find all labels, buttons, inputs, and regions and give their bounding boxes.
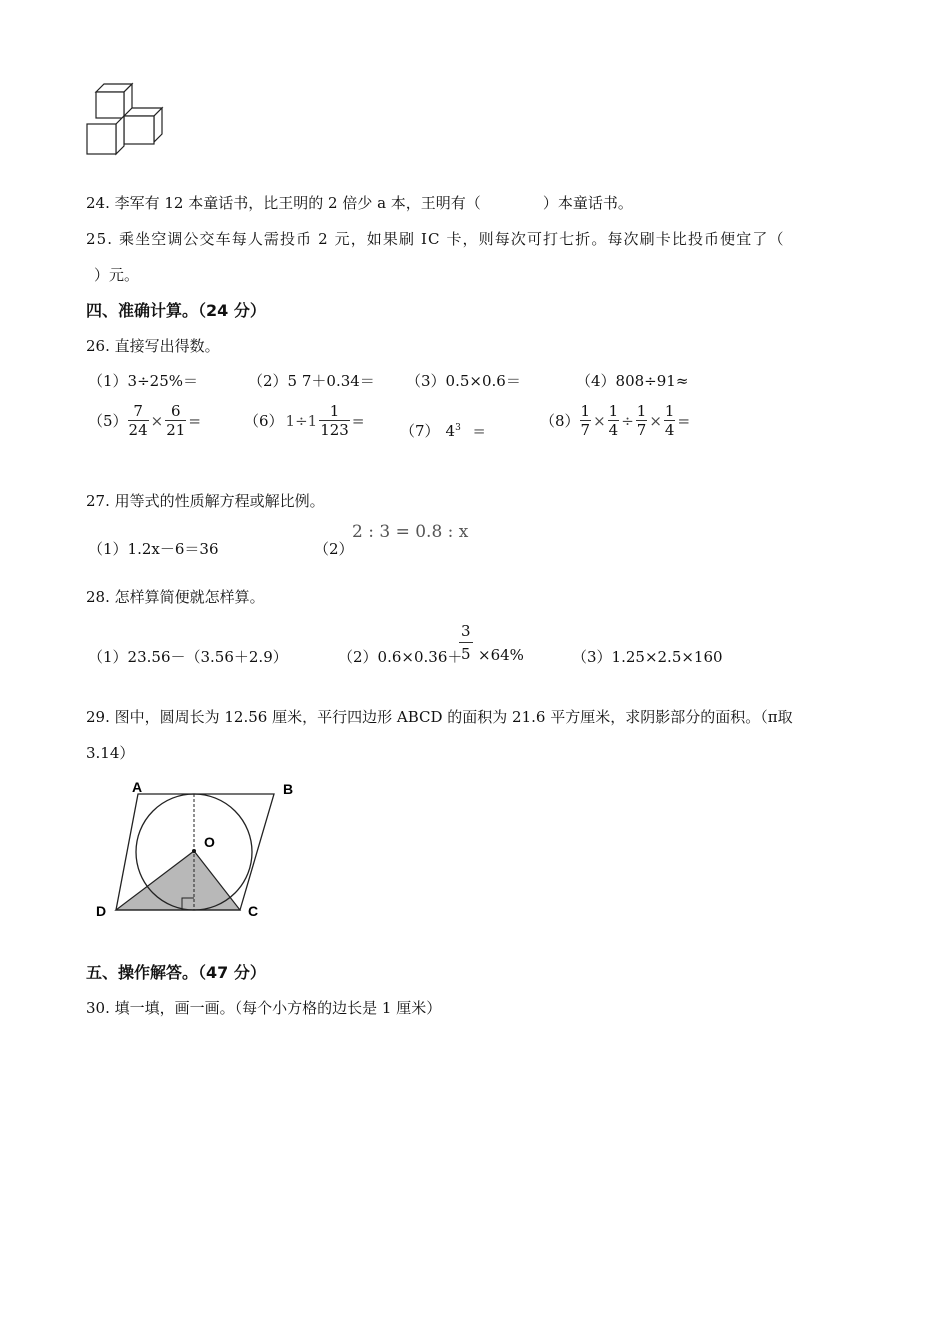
q26-p5-op: × — [150, 411, 164, 430]
q26-p7-base: 4 — [445, 422, 456, 440]
cube-stack-figure — [84, 82, 166, 160]
label-c: C — [248, 903, 259, 919]
q27-p1: （1）1.2x－6＝36 — [88, 540, 219, 558]
q25-suffix: ）元。 — [94, 266, 140, 284]
section-5-title: 五、操作解答。（47 分） — [86, 963, 266, 982]
q26-p5 — [88, 402, 203, 439]
q27-p2-expression: 2 : 3 = 0.8 : x — [352, 522, 469, 542]
q26-p8-label: （8） — [540, 412, 580, 430]
q26-p8 — [540, 402, 692, 439]
q26-p8-fraction-1: $\frac{1}{7}$ — [580, 402, 591, 439]
q26-p2: （2）5 7＋0.34＝ — [248, 372, 375, 390]
q26-p3: （3）0.5×0.6＝ — [406, 372, 521, 390]
q26-p1: （1）3÷25%＝ — [88, 372, 198, 390]
q27-title: 27. 用等式的性质解方程或解比例。 — [86, 492, 325, 510]
q26-p6-fraction: $\frac{1}{123}$ — [320, 402, 349, 439]
q28-p2-suffix: ×64% — [478, 646, 524, 664]
question-24 — [86, 192, 633, 213]
q26-p8-op-1: × — [593, 411, 606, 430]
label-b: B — [283, 781, 294, 797]
label-o: O — [204, 834, 215, 850]
q28-title: 28. 怎样算简便就怎样算。 — [86, 588, 265, 606]
center-dot — [192, 849, 196, 853]
q26-p4: （4）808÷91≈ — [576, 372, 689, 390]
q29-line1: 29. 图中，圆周长为 12.56 厘米，平行四边形 ABCD 的面积为 21.6 平方厘米，求阴影部分的面积。（π取 — [86, 708, 793, 726]
q26-p8-fraction-2: $\frac{1}{4}$ — [608, 402, 619, 439]
q26-p5-label: （5） — [88, 412, 128, 430]
q26-p8-fraction-3: $\frac{1}{7}$ — [636, 402, 647, 439]
q26-title: 26. 直接写出得数。 — [86, 337, 220, 355]
q26-p7-label: （7） — [400, 422, 440, 440]
q26-p8-op-3: × — [649, 411, 662, 430]
q26-p6-label: （6） — [244, 412, 284, 430]
q26-p6-lead: 1÷1 — [285, 411, 318, 430]
q26-p6 — [244, 402, 366, 439]
question-25-line2 — [86, 264, 139, 285]
q26-p5-eq: = — [188, 411, 201, 430]
shaded-triangle — [116, 851, 240, 910]
label-a: A — [132, 779, 143, 795]
q26-p5-fraction-1: $\frac{7}{24}$ — [128, 402, 148, 439]
q26-p7 — [400, 420, 485, 441]
q28-p3: （3）1.25×2.5×160 — [572, 648, 723, 666]
parallelogram-circle-figure — [90, 776, 310, 922]
q28-p2-fraction — [459, 620, 473, 665]
q26-p5-fraction-2: $\frac{6}{21}$ — [166, 402, 186, 439]
q29-line2: 3.14） — [86, 744, 135, 762]
q28-p2-denominator: 5 — [461, 645, 471, 663]
q26-p8-eq: = — [677, 411, 691, 430]
q26-p8-fraction-4: $\frac{1}{4}$ — [664, 402, 675, 439]
q28-p2-numerator: 3 — [459, 620, 473, 643]
q26-p6-eq: = — [351, 411, 365, 430]
section-4-title: 四、准确计算。（24 分） — [86, 301, 266, 320]
q24-suffix: ）本童话书。 — [542, 194, 633, 212]
label-d: D — [96, 903, 107, 919]
q26-p7-eq: = — [472, 422, 486, 440]
q28-p1: （1）23.56－（3.56＋2.9） — [88, 648, 288, 666]
q28-p2-prefix: （2）0.6×0.36＋ — [338, 648, 463, 666]
question-25-line1: 25. 乘坐空调公交车每人需投币 2 元，如果刷 IC 卡，则每次可打七折。每次刷卡比投币便宜了（ — [86, 230, 785, 248]
q26-p7-exponent: 3 — [455, 423, 461, 433]
q30-text: 30. 填一填，画一画。（每个小方格的边长是 1 厘米） — [86, 999, 442, 1017]
q27-p2-label: （2） — [314, 540, 354, 558]
q26-p8-op-2: ÷ — [621, 411, 634, 430]
q24-text: 24. 李军有 12 本童话书，比王明的 2 倍少 a 本，王明有（ — [86, 194, 481, 212]
